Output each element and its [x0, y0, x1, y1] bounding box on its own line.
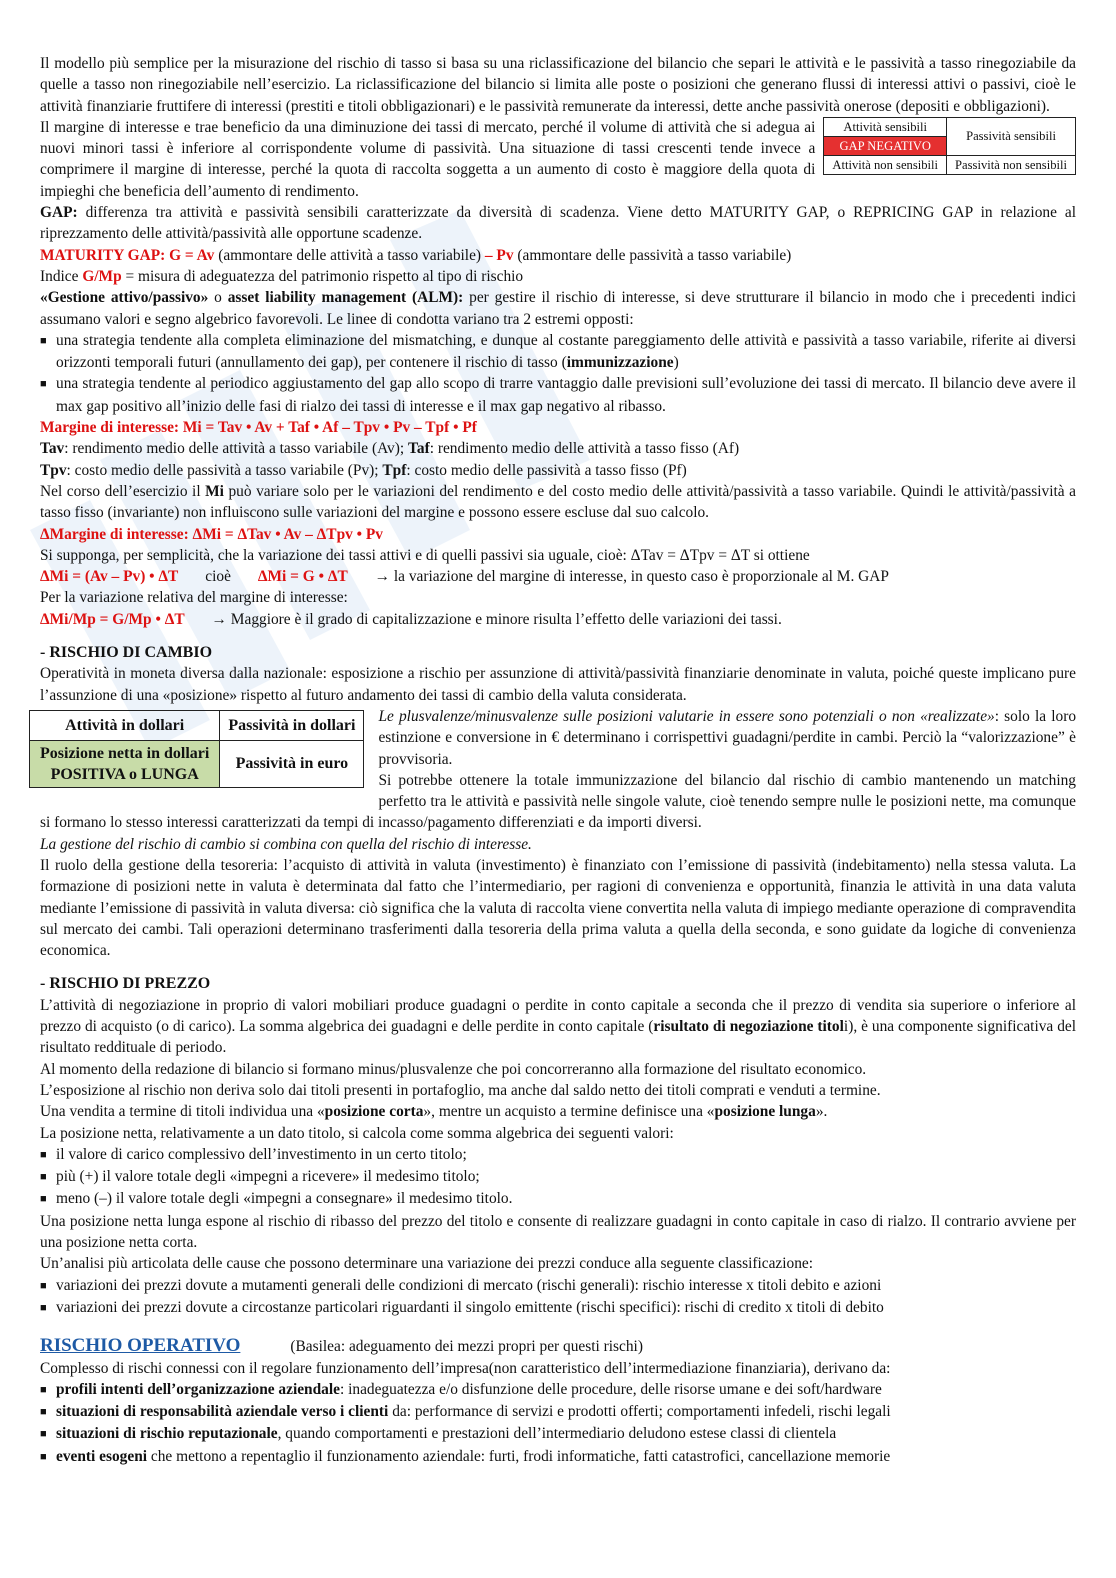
- prezzo-bullet-3: ■ meno (–) il valore totale degli «impegni a consegnare» il medesimo titolo.: [40, 1188, 1076, 1210]
- prezzo-paragraph-5: La posizione netta, relativamente a un dato titolo, si calcola come somma algebrica dei seguenti valori:: [40, 1124, 674, 1142]
- indice-t2: = misura di adeguatezza del patrimonio rispetto al tipo di rischio: [121, 267, 524, 285]
- tpv-b: Tpv: [40, 461, 67, 479]
- tav-t: : rendimento medio delle attività a tasso variabile (Av);: [64, 440, 409, 458]
- var-relativa-line: Per la variazione relativa del margine di interesse:: [40, 589, 348, 607]
- mi-var-t2: può variare solo per le variazioni del rendimento e del costo medio delle attività/passività a tasso variabile. Quindi le attività/passività a tasso fisso (invariante) non influiscono sulle variazioni del margine e possono essere escluse dal suo calcolo.: [40, 482, 1076, 522]
- prezzo-paragraph-6: Una posizione netta lunga espone al rischio di ribasso del prezzo del titolo e consente di realizzare guadagni in conto capitale in caso di rialzo. Il contrario avviene per una posizione netta corta.: [40, 1212, 1076, 1252]
- dmimp-formula: ΔMi/Mp = G/Mp • ΔT: [40, 610, 185, 628]
- prezzo-bullet-2: ■ più (+) il valore totale degli «impegni a ricevere» il medesimo titolo;: [40, 1166, 1076, 1188]
- maturity-gap-formula: [40, 245, 1076, 266]
- prezzo-p4-t1: Una vendita a termine di titoli individua una «: [40, 1103, 325, 1121]
- taf-b: Taf: [408, 440, 430, 458]
- cambio-paragraph-3: Si potrebbe ottenere la totale immunizzazione del bilancio dal rischio di cambio mantenendo un matching perfetto tra le attività e passività nelle singole valute, cioè tenendo sempre nulle le posizioni nette, ma comunque si formano lo stesso interessi caratterizzati da tempi di incasso/pagamento differenziati e da importi diversi.: [40, 771, 1076, 832]
- dmi-formula-1: ΔMi = (Av – Pv) • ΔT: [40, 568, 179, 586]
- gap-table: [823, 117, 1076, 175]
- prezzo-heading: - RISCHIO DI PREZZO: [40, 975, 211, 993]
- prezzo-p4-t2: », mentre un acquisto a termine definisce una «: [423, 1103, 715, 1121]
- alm-bullet-1-text: una strategia tendente alla completa eliminazione del mismatching, e dunque al costante pareggiamento delle attività e passività a tasso variabile, riferite ai diversi orizzonti temporali futuri (annullamento dei gap), per contenere il rischio di tasso (: [56, 331, 1076, 372]
- dmi-formula-2: ΔMi = G • ΔT: [257, 568, 348, 586]
- posizione-lunga: posizione lunga: [714, 1103, 816, 1121]
- prezzo-p1-b: risultato di negoziazione titol: [653, 1018, 844, 1036]
- maturity-t1: (ammontare delle attività a tasso variabile): [214, 246, 485, 264]
- operativo-bullet-4: [40, 1446, 1076, 1468]
- gap-definition: [40, 202, 1076, 245]
- gap-table-att-sens: Attività sensibili: [824, 117, 947, 136]
- mi-var-b: Mi: [205, 482, 224, 500]
- pos-netta-cell: [30, 740, 220, 787]
- mi-variation-paragraph: [40, 481, 1076, 524]
- operativo-bullet-4-text: che mettono a repentaglio il funzionamento aziendale: furti, frodi informatiche, fatti catastrofici, cancellazione memorie: [147, 1447, 891, 1465]
- cambio-p2-italic: Le plusvalenze/minusvalenze sulle posizioni valutarie in essere sono potenziali o non «realizzate»: [378, 707, 995, 725]
- intro-paragraph: Il modello più semplice per la misurazione del rischio di tasso si basa su una riclassificazione del bilancio che separi le attività e le passività a tasso rinegoziabile da quelle a tasso non rinegoziabile nell’esercizio. La riclassificazione del bilancio si limita alle poste o posizioni che generano flussi di interessi attivi o passivi, cioè le attività finanziarie fruttifere di interessi (prestiti e titoli obbligazionari) e le passività remunerate da interessi, dette anche passività onerose (depositi e obbligazioni).: [40, 55, 1076, 115]
- gap-table-pass-non-sens: Passività non sensibili: [947, 155, 1076, 174]
- prezzo-paragraph-2: Al momento della redazione di bilancio si formano minus/plusvalenze che poi concorreranno alla formazione del risultato economico.: [40, 1060, 867, 1078]
- mi-var-t1: Nel corso dell’esercizio il: [40, 482, 206, 500]
- alm-paragraph: [40, 287, 1076, 330]
- dmimp-text: → Maggiore è il grado di capitalizzazione e minore risulta l’effetto delle variazioni dei tassi.: [184, 610, 782, 628]
- supponga-line: Si supponga, per semplicità, che la variazione dei tassi attivi e di quelli passivi sia uguale, cioè: ΔTav = ΔTpv = ΔT si ottiene: [40, 546, 810, 564]
- att-usd-cell: Attività in dollari: [30, 710, 220, 740]
- prezzo-bullet-1: ■ il valore di carico complessivo dell’investimento in un certo titolo;: [40, 1144, 1076, 1166]
- dmimp-line: [40, 609, 1076, 630]
- prezzo-p1-t2: i), è una componente significativa del risultato reddituale di periodo.: [40, 1018, 1076, 1057]
- operativo-bullet-3-bold: situazioni di rischio reputazionale: [56, 1425, 278, 1443]
- operativo-bullet-1-text: : inadeguatezza e/o disfunzione delle procedure, delle risorse umane e dei soft/hardware: [339, 1380, 882, 1398]
- alm-bullet-1: [40, 330, 1076, 374]
- gap-table-pass-sens: Passività sensibili: [947, 117, 1076, 155]
- gap-negativo-cell: GAP NEGATIVO: [824, 136, 947, 155]
- indice-t1: Indice: [40, 267, 83, 285]
- tpv-t: : costo medio delle passività a tasso variabile (Pv);: [66, 461, 383, 479]
- margine-paragraph: Il margine di interesse e trae beneficio da una diminuzione dei tassi di mercato, perché il volume di attività che si adegua ai nuovi minori tassi è inferiore al corrispondente volume di passività. Una situazione di tassi crescenti tende invece a comprimere il margine di interesse, perché la quota di raccolta soggetta a un aumento di costo è maggiore della quota di impieghi che beneficia dell’aumento di rendimento.: [40, 118, 816, 200]
- cambio-paragraph-1: Operatività in moneta diversa dalla nazionale: esposizione a rischio per assunzione di attività/passività finanziarie denominate in valuta, poiché queste implicano pure l’assunzione di una «posizione» rispetto al futuro andamento dei tassi di cambio della valuta considerata.: [40, 665, 1076, 704]
- operativo-bullet-3: [40, 1423, 1076, 1445]
- document-page: [40, 53, 1076, 1468]
- delta-margine-formula: ΔMargine di interesse: ΔMi = ΔTav • Av – ΔTpv • Pv: [40, 525, 384, 543]
- cambio-paragraph-4: La gestione del rischio di cambio si combina con quella del rischio di interesse.: [40, 835, 532, 853]
- operativo-bullet-2: [40, 1401, 1076, 1423]
- tpv-line: [40, 460, 1076, 481]
- operativo-bullet-2-text: da: performance di servizi e prodotti offerti; comportamenti infedeli, rischi legali: [388, 1403, 891, 1421]
- maturity-label: MATURITY GAP: G = Av: [40, 246, 215, 264]
- operativo-note: (Basilea: adeguamento dei mezzi propri per questi rischi): [290, 1338, 643, 1356]
- tpf-b: Tpf: [382, 461, 407, 479]
- alm-bullet-1-end: ): [673, 354, 679, 372]
- maturity-pv: – Pv: [484, 246, 514, 264]
- pos-netta-label: Posizione netta in dollari: [40, 744, 210, 762]
- cambio-paragraph-5: Il ruolo della gestione della tesoreria: l’acquisto di attività in valuta (investimento) è finanziato con l’emissione di passività (indebitamento) nella stessa valuta. La formazione di posizioni nette in valuta è determinata dal fatto che l’intermediario, per ragioni di convenienza e opportunità, finanzia le attività in una data valuta mediante l’emissione di passività in valuta diversa: ciò significa che la valuta di raccolta viene convertita nella valuta di impiego mediante operazione di compravendita sul mercato dei cambi. Tali operazioni determinano trasferimenti dalla tesoreria della prima valuta a quella della seconda, e sono guidate da logiche di convenienza economica.: [40, 856, 1076, 960]
- alm-t1: o: [208, 289, 228, 307]
- prezzo-paragraph-1: [40, 995, 1076, 1059]
- cambio-p2-text: : solo la loro estinzione e conversione in € determinano i corrispettivi guadagni/perdite in cambi. Perciò la “valorizzazione” è provvisoria.: [378, 707, 1077, 768]
- alm-bullet-2: ■ una strategia tendente al periodico aggiustamento del gap allo scopo di trarre vantaggio dalle previsioni sull’evoluzione dei tassi di mercato. Il bilancio deve avere il max gap positivo all’inizio delle fasi di rialzo dei tassi di interesse e il max gap negativo al ribasso.: [40, 373, 1076, 417]
- operativo-bullet-1: [40, 1379, 1076, 1401]
- operativo-bullet-4-bold: eventi esogeni: [56, 1447, 148, 1465]
- indice-gmp: G/Mp: [82, 267, 122, 285]
- margine-formula: Margine di interesse: Mi = Tav • Av + Taf • Af – Tpv • Pv – Tpf • Pf: [40, 419, 477, 437]
- alm-bullet-1-bold: immunizzazione: [566, 354, 674, 372]
- operativo-paragraph-1: Complesso di rischi connessi con il regolare funzionamento dell’impresa(non caratteristico dell’intermediazione finanziaria), derivano da:: [40, 1359, 891, 1377]
- dmi-text: → la variazione del margine di interesse, in questo caso è proporzionale al M. GAP: [347, 568, 889, 586]
- delta-mi-line: [40, 566, 1076, 587]
- operativo-bullet-3-text: , quando comportamenti e prestazioni dell’intermediario deludono estese classi di clientela: [277, 1425, 837, 1443]
- posizione-corta: posizione corta: [324, 1103, 424, 1121]
- operativo-heading: RISCHIO OPERATIVO: [40, 1335, 241, 1357]
- dmi-cioe: cioè: [178, 568, 258, 586]
- pass-eur-cell: Passività in euro: [220, 740, 364, 787]
- prezzo-p4-t3: ».: [815, 1103, 828, 1121]
- gap-label: GAP:: [40, 204, 78, 222]
- prezzo-class-bullet-2: ■ variazioni dei prezzi dovute a circostanze particolari riguardanti il singolo emittente (rischi specifici): rischi di credito x titoli di debito: [40, 1297, 1076, 1319]
- operativo-heading-line: [40, 1335, 1076, 1357]
- tav-line: [40, 438, 1076, 459]
- tpf-t: : costo medio delle passività a tasso fisso (Pf): [406, 461, 687, 479]
- prezzo-paragraph-4: [40, 1101, 1076, 1122]
- tav-b: Tav: [40, 440, 65, 458]
- indice-line: [40, 266, 1076, 287]
- currency-table: [29, 710, 364, 788]
- alm-b2: asset liability management (ALM):: [227, 289, 464, 307]
- alm-t2: per gestire il rischio di interesse, si deve strutturare il bilancio in modo che i precedenti indici assumano valori e segno algebrico favorevoli. Le linee di condotta variano tra 2 estremi opposti:: [40, 289, 1077, 328]
- pos-lunga-label: POSITIVA o LUNGA: [50, 765, 199, 783]
- operativo-bullet-2-bold: situazioni di responsabilità aziendale verso i clienti: [56, 1403, 389, 1421]
- alm-b1: «Gestione attivo/passivo»: [40, 289, 209, 307]
- operativo-bullet-1-bold: profili intenti dell’organizzazione aziendale: [56, 1380, 340, 1398]
- prezzo-p1-t: L’attività di negoziazione in proprio di valori mobiliari produce guadagni o perdite in conto capitale a seconda che il prezzo di vendita sia superiore o inferiore al prezzo di acquisto (o di carico). La somma algebrica dei guadagni e delle perdite in conto capitale (: [40, 996, 1076, 1036]
- maturity-t2: (ammontare delle passività a tasso variabile): [513, 246, 792, 264]
- pass-usd-cell: Passività in dollari: [220, 710, 364, 740]
- cambio-heading: - RISCHIO DI CAMBIO: [40, 644, 213, 662]
- prezzo-class-bullet-1: ■ variazioni dei prezzi dovute a mutamenti generali delle condizioni di mercato (rischi generali): rischio interesse x titoli debito e azioni: [40, 1275, 1076, 1297]
- prezzo-paragraph-3: L’esposizione al rischio non deriva solo dai titoli presenti in portafoglio, ma anche dal saldo netto dei titoli comprati e venduti a termine.: [40, 1081, 881, 1099]
- gap-text: differenza tra attività e passività sensibili caratterizzate da diversità di scadenza. Viene detto MATURITY GAP, o REPRICING GAP in relazione al riprezzamento delle attività/passività alle opportune scadenze.: [40, 204, 1076, 243]
- taf-t: : rendimento medio delle attività a tasso fisso (Af): [429, 440, 740, 458]
- prezzo-paragraph-7: Un’analisi più articolata delle cause che possono determinare una variazione dei prezzi conduce alla seguente classificazione:: [40, 1255, 814, 1273]
- gap-table-att-non-sens: Attività non sensibili: [824, 155, 947, 174]
